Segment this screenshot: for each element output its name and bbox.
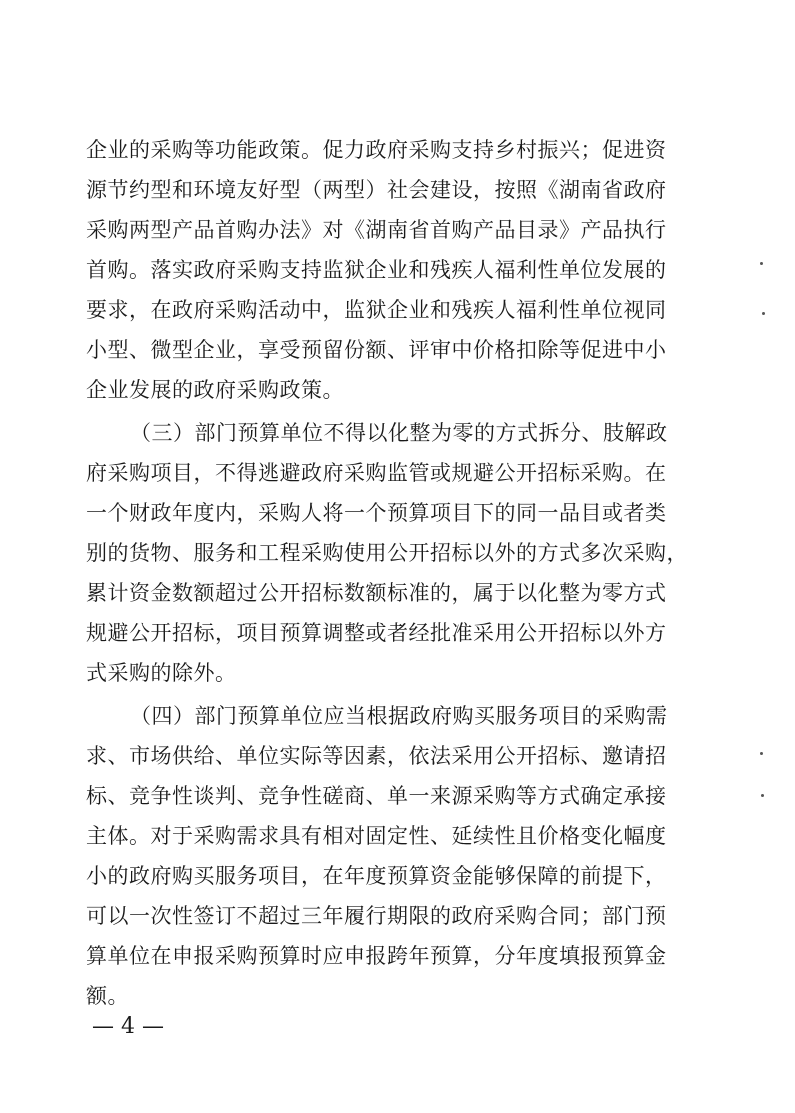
paragraph-line: 要求，在政府采购活动中，监狱企业和残疾人福利性单位视同 [86,298,667,322]
paragraph-line: 求、市场供给、单位实际等因素，依法采用公开招标、邀请招 [86,744,667,768]
paragraph-line: 小的政府购买服务项目，在年度预算资金能够保障的前提下， [86,864,667,888]
scan-speck [761,794,764,797]
paragraph-line: 采购两型产品首购办法》对《湖南省首购产品目录》产品执行 [86,218,667,242]
paragraph-line: 算单位在申报采购预算时应申报跨年预算，分年度填报预算金 [86,944,667,968]
scan-speck [762,312,765,315]
paragraph-line: （三）部门预算单位不得以化整为零的方式拆分、肢解政 [130,421,668,445]
paragraph-line: 额。 [86,984,129,1008]
paragraph-line: 主体。对于采购需求具有相对固定性、延续性且价格变化幅度 [86,824,667,848]
paragraph-line: 式采购的除外。 [86,661,237,685]
paragraph-line: 企业发展的政府采购政策。 [86,378,344,402]
paragraph-line: 一个财政年度内，采购人将一个预算项目下的同一品目或者类 [86,501,667,525]
scan-speck [760,262,763,265]
paragraph-line: 小型、微型企业，享受预留份额、评审中价格扣除等促进中小 [86,338,667,362]
paragraph-line: 别的货物、服务和工程采购使用公开招标以外的方式多次采购， [86,541,688,565]
paragraph-line: 规避公开招标，项目预算调整或者经批准采用公开招标以外方 [86,621,667,645]
paragraph-line: （四）部门预算单位应当根据政府购买服务项目的采购需 [130,704,668,728]
paragraph-line: 可以一次性签订不超过三年履行期限的政府采购合同；部门预 [86,904,667,928]
paragraph-line: 累计资金数额超过公开招标数额标准的，属于以化整为零方式 [86,581,667,605]
paragraph-line: 府采购项目，不得逃避政府采购监管或规避公开招标采购。在 [86,461,667,485]
paragraph-line: 标、竞争性谈判、竞争性磋商、单一来源采购等方式确定承接 [86,784,667,808]
paragraph-line: 企业的采购等功能政策。促力政府采购支持乡村振兴；促进资 [86,138,667,162]
page-number: — 4 — [92,1014,164,1039]
paragraph-line: 首购。落实政府采购支持监狱企业和残疾人福利性单位发展的 [86,258,667,282]
scan-speck [760,752,763,755]
paragraph-line: 源节约型和环境友好型（两型）社会建设，按照《湖南省政府 [86,178,667,202]
